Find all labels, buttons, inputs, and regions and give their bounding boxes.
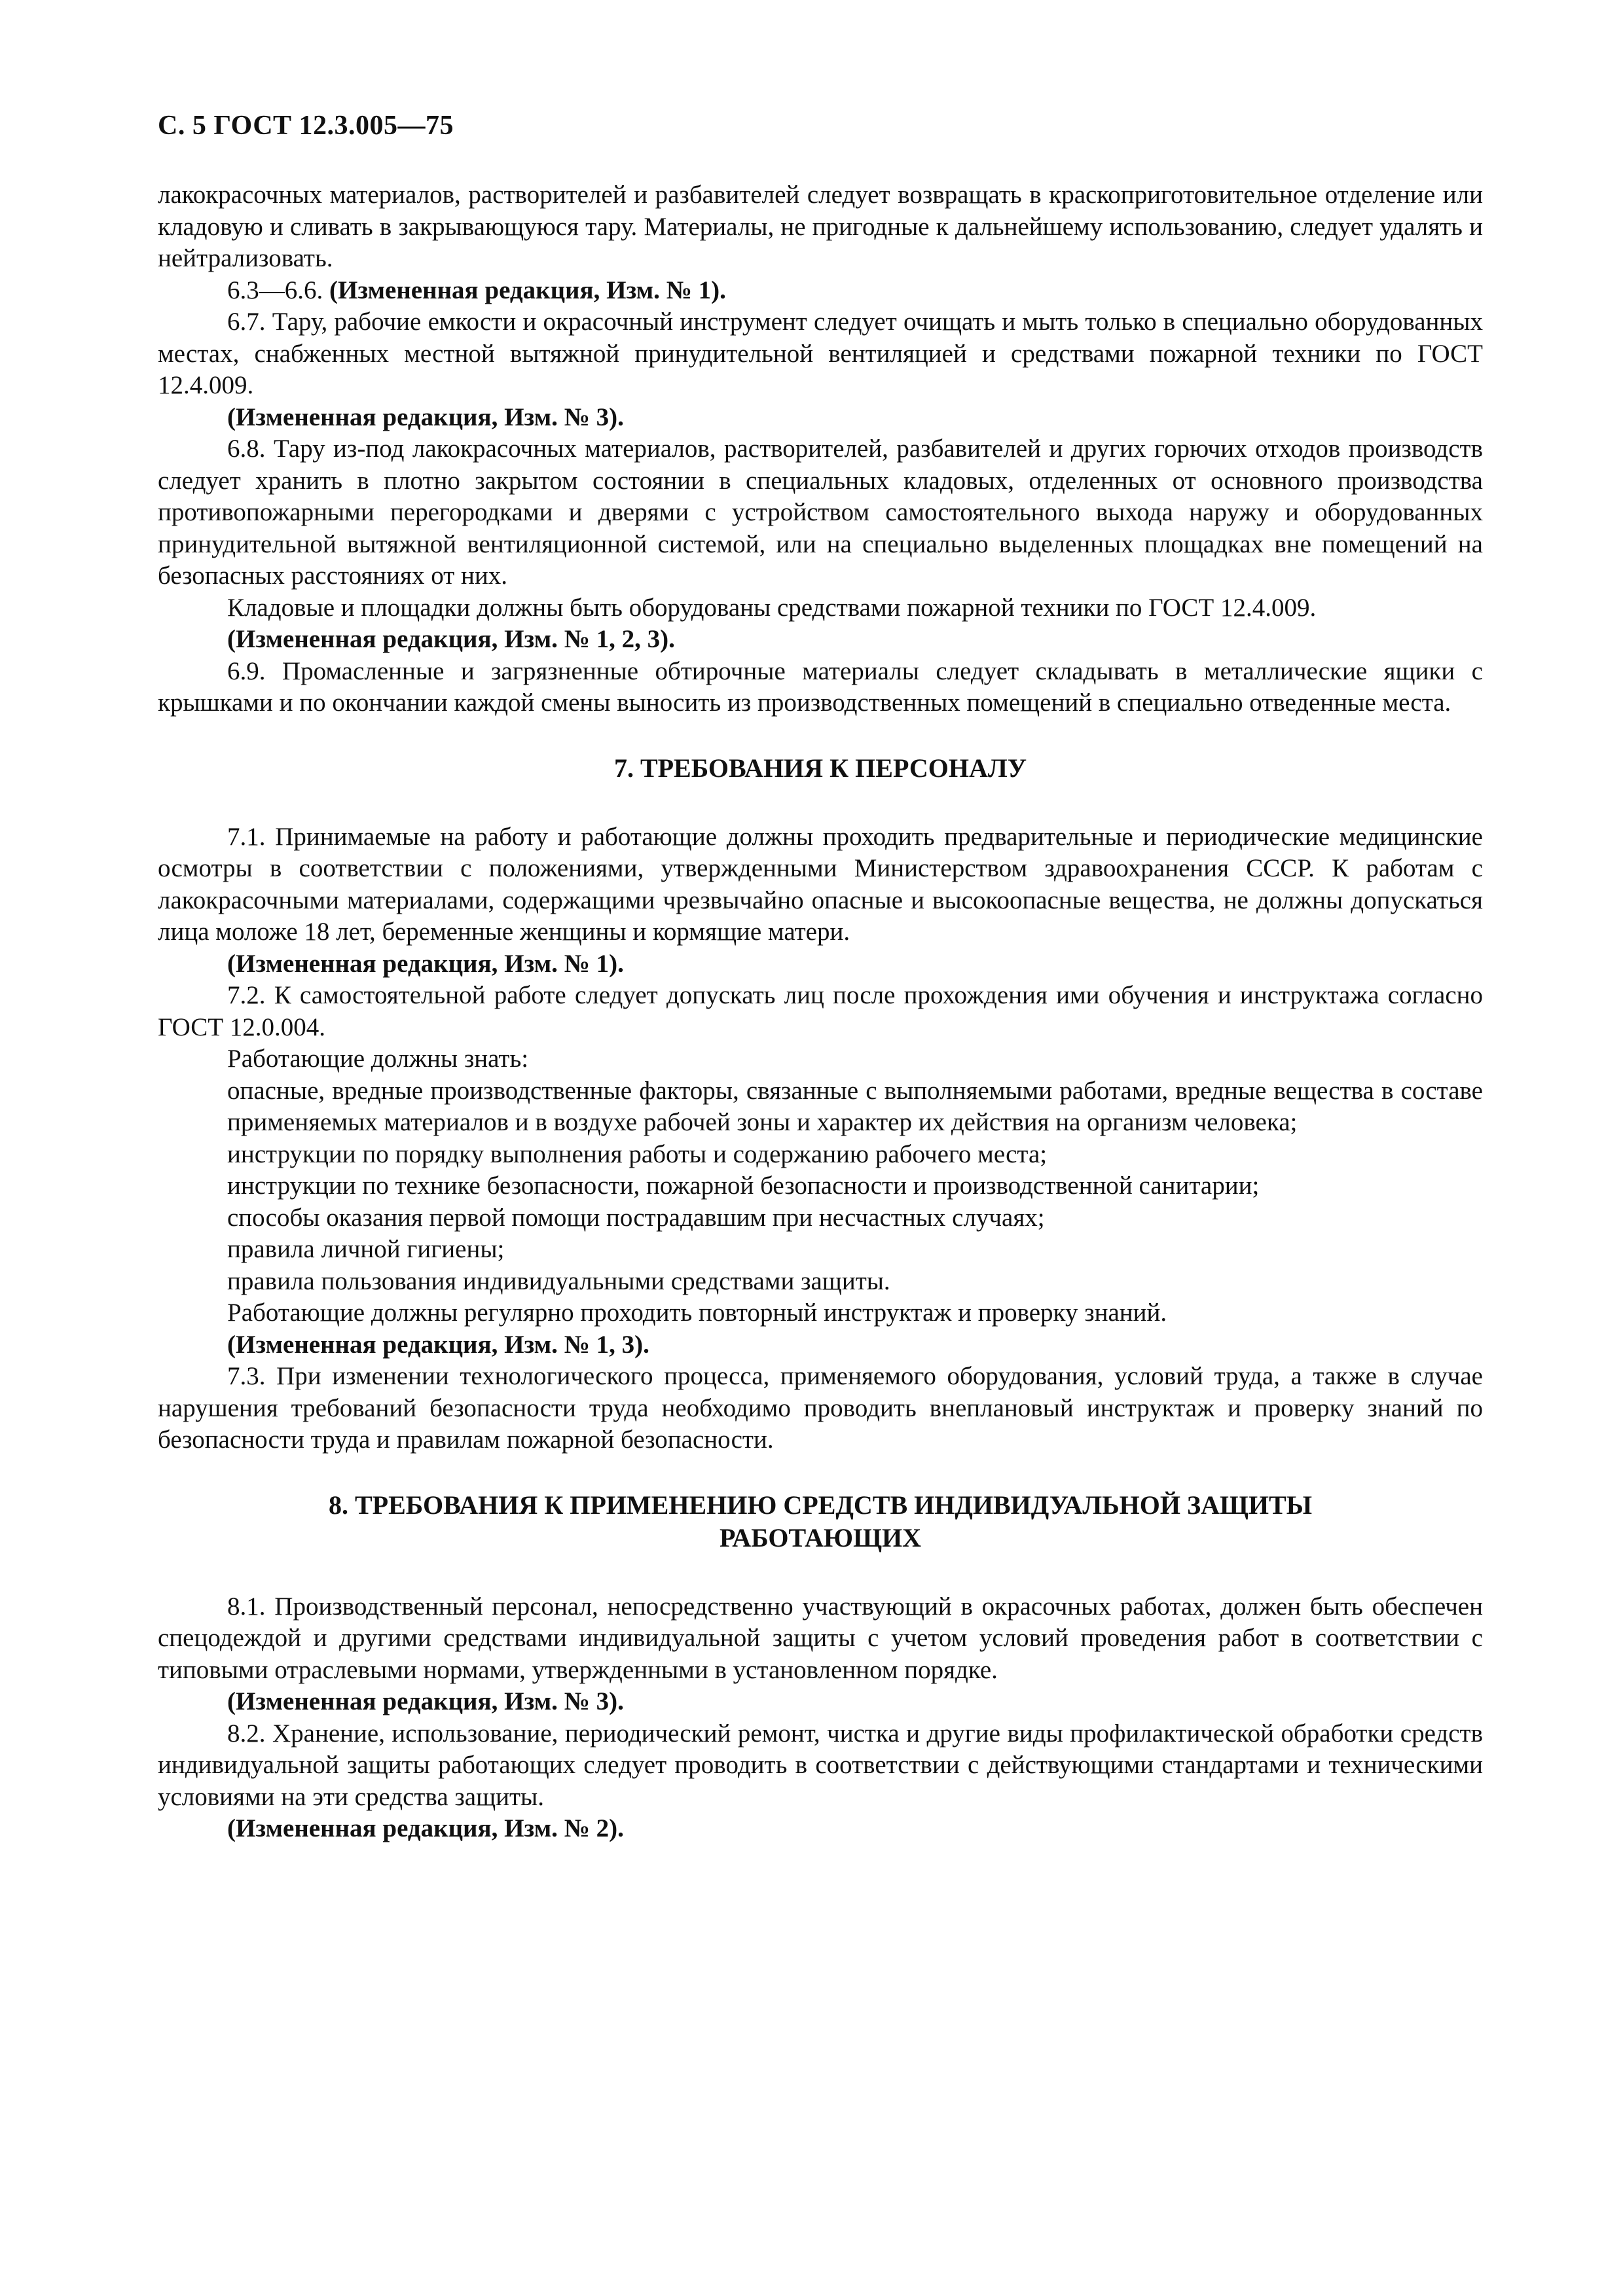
paragraph-workers-must-know: Работающие должны знать: bbox=[227, 1045, 529, 1073]
section-title-line: РАБОТАЮЩИХ bbox=[719, 1522, 922, 1552]
section-title-ppe bbox=[158, 1489, 1483, 1554]
list-item: правила личной гигиены; bbox=[227, 1235, 505, 1263]
paragraph-storage: Кладовые и площадки должны быть оборудованы средствами пожарной техники по ГОСТ 12.4.009. bbox=[227, 593, 1317, 622]
paragraph-6-7: 6.7. Тару, рабочие емкости и окрасочный инструмент следует очищать и мыть только в специально оборудованных местах, снабженных местной вытяжной принудительной вентиляцией и средствами пожарной техники по ГОСТ 12.4.009. bbox=[158, 308, 1483, 399]
list-item: инструкции по порядку выполнения работы и содержанию рабочего места; bbox=[227, 1139, 1048, 1168]
amendment-note: (Измененная редакция, Изм. № 1, 2, 3). bbox=[227, 625, 675, 653]
amendment-note: (Измененная редакция, Изм. № 3). bbox=[227, 403, 624, 431]
paragraph-8-2: 8.2. Хранение, использование, периодический ремонт, чистка и другие виды профилактической обработки средств индивидуальной защиты работающих следует проводить в соответствии с действующими стандартами и техническими условиями на эти средства защиты. bbox=[158, 1719, 1483, 1811]
amendment-note: (Измененная редакция, Изм. № 3). bbox=[227, 1687, 624, 1715]
paragraph-7-3: 7.3. При изменении технологического процесса, применяемого оборудования, условий труда, а также в случае нарушения требований безопасности труда необходимо проводить внеплановый инструктаж и проверку знаний по безопасности труда и правилам пожарной безопасности. bbox=[158, 1362, 1483, 1454]
amendment-note: (Измененная редакция, Изм. № 1). bbox=[329, 276, 726, 304]
section-title-personnel: 7. ТРЕБОВАНИЯ К ПЕРСОНАЛУ bbox=[613, 753, 1027, 783]
list-item: опасные, вредные производственные факторы, связанные с выполняемыми работами, вредные вещества в составе применяемых материалов и в воздухе рабочей зоны и характер их действия на организм человека; bbox=[227, 1076, 1483, 1136]
amendment-note: (Измененная редакция, Изм. № 1). bbox=[227, 949, 624, 978]
list-item: инструкции по технике безопасности, пожарной безопасности и производственной санитарии; bbox=[227, 1172, 1260, 1200]
section-title-line: 8. ТРЕБОВАНИЯ К ПРИМЕНЕНИЮ СРЕДСТВ ИНДИВИДУАЛЬНОЙ ЗАЩИТЫ bbox=[328, 1490, 1312, 1520]
list-item: правила пользования индивидуальными средствами защиты. bbox=[227, 1266, 890, 1295]
page-header: С. 5 ГОСТ 12.3.005—75 bbox=[158, 111, 454, 141]
paragraph-repeat-briefing: Работающие должны регулярно проходить повторный инструктаж и проверку знаний. bbox=[227, 1299, 1167, 1327]
paragraph-7-1: 7.1. Принимаемые на работу и работающие должны проходить предварительные и периодические медицинские осмотры в соответствии с положениями, утвержденными Министерством здравоохранения СССР. К работам с лакокрасочными материалами, содержащими чрезвычайно опасные и высокоопасные вещества, не должны допускаться лица моложе 18 лет, беременные женщины и кормящие матери. bbox=[158, 822, 1483, 946]
paragraph-7-2: 7.2. К самостоятельной работе следует допускать лиц после прохождения ими обучения и инструктажа согласно ГОСТ 12.0.004. bbox=[158, 981, 1483, 1041]
paragraph-6-9: 6.9. Промасленные и загрязненные обтирочные материалы следует складывать в металлические ящики с крышками и по окончании каждой смены выносить из производственных помещений в специально отведенные места. bbox=[158, 656, 1483, 717]
paragraph-8-1: 8.1. Производственный персонал, непосредственно участвующий в окрасочных работах, должен быть обеспечен спецодеждой и другими средствами индивидуальной защиты с учетом условий проведения работ в соответствии с типовыми отраслевыми нормами, утвержденными в установленном порядке. bbox=[158, 1592, 1483, 1684]
amendment-note: (Измененная редакция, Изм. № 1, 3). bbox=[227, 1330, 649, 1359]
paragraph-continuation: лакокрасочных материалов, растворителей и разбавителей следует возвращать в краскоприготовительное отделение или кладовую и сливать в закрывающуюся тару. Материалы, не пригодные к дальнейшему использованию, следует удалять и нейтрализовать. bbox=[158, 181, 1483, 272]
paragraph-6-8: 6.8. Тару из-под лакокрасочных материалов, растворителей, разбавителей и других горючих отходов производств следует хранить в плотно закрытом состоянии в специальных кладовых, отделенных от основного производства противопожарными перегородками и дверями с устройством самостоятельного выхода наружу и оборудованных принудительной вытяжной вентиляционной системой, или на специально выделенных площадках вне помещений на безопасных расстояниях от них. bbox=[158, 435, 1483, 590]
document-body bbox=[158, 179, 1483, 1845]
amendment-note: (Измененная редакция, Изм. № 2). bbox=[227, 1814, 624, 1842]
clause-number: 6.3—6.6. bbox=[227, 276, 329, 304]
paragraph-6-3-6-6 bbox=[158, 275, 1483, 307]
list-item: способы оказания первой помощи пострадавшим при несчастных случаях; bbox=[227, 1203, 1045, 1232]
